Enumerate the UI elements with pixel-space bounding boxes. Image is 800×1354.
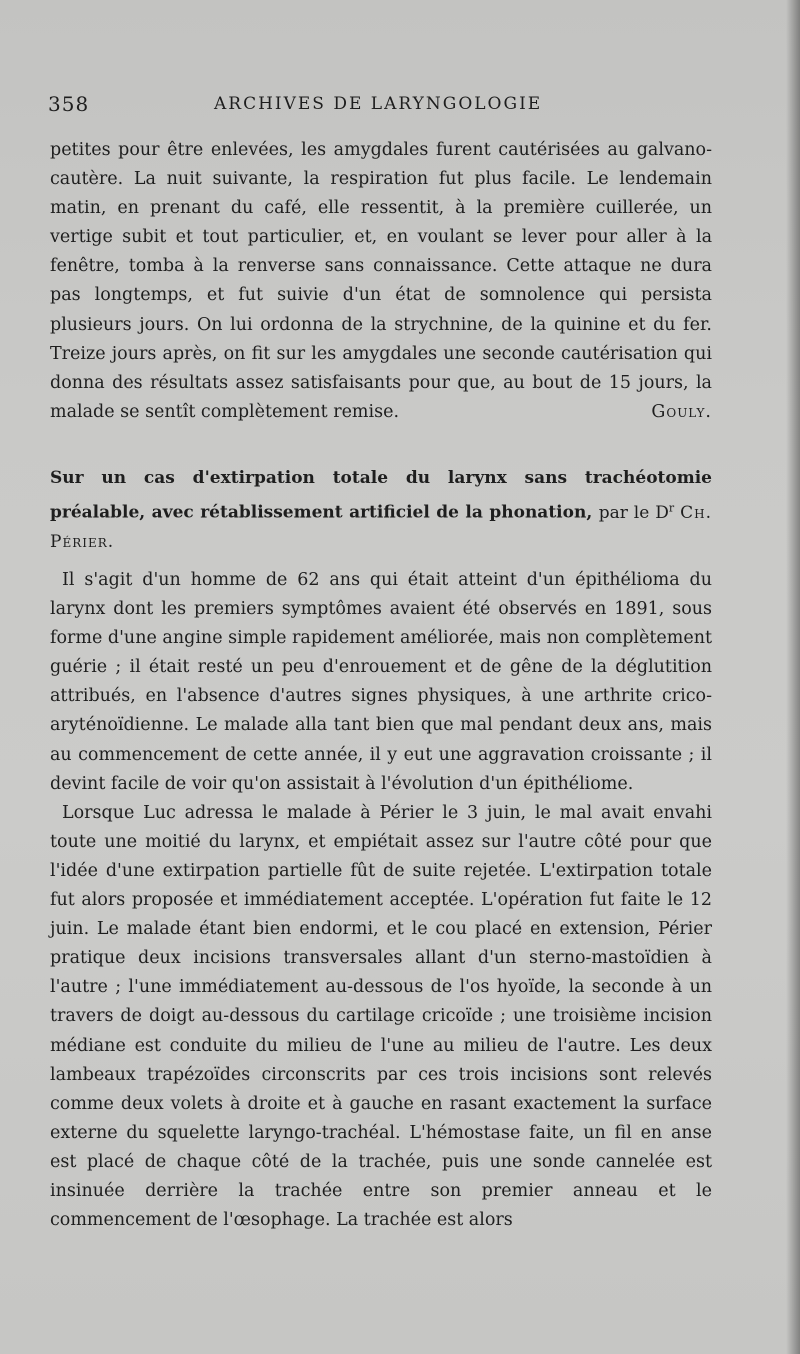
paragraph-text — [50, 136, 712, 427]
author-sup: r — [668, 501, 675, 514]
page-number: 358 — [48, 92, 90, 116]
body-paragraph: Il s'agit d'un homme de 62 ans qui était atteint d'un épithélioma du larynx dont les premiers symptômes avaient été observés en 1891, sous forme d'une angine simple rapidement améliorée, mais non complètement guérie ; il était resté un peu d'enrouement et de gêne de la déglutition attribués, en l'absence d'autres signes physiques, à une arthrite crico-aryténoïdienne. Le malade alla tant bien que mal pendant deux ans, mais au commencement de cette année, il y eut une aggravation croissante ; il devint facile de voir qu'on assistait à l'évolution d'un épithéliome. — [50, 570, 712, 794]
article-heading — [50, 464, 712, 557]
author-name: Ch. Périer. — [50, 502, 712, 552]
paragraph-body: petites pour être enlevées, les amygdales furent cautérisées au galvano-cautère. La nuit suivante, la respiration fut plus facile. Le lendemain matin, en prenant du café, elle ressentit, à la première cuillerée, un vertige subit et tout particulier, et, en voulant se lever pour aller à la fenêtre, tomba à la renverse sans connaissance. Cette attaque ne dura pas longtemps, et fut suivie d'un état de somnolence qui persista plusieurs jours. On lui ordonna de la strychnine, de la quinine et du fer. Treize jours après, on fit sur les amygdales une seconde cautérisation qui donna des résultats assez satisfaisants pour que, au bout de 15 jours, la malade se sentît complètement remise. — [50, 140, 712, 422]
author-prefix: par le D — [598, 502, 669, 523]
running-head: ARCHIVES DE LARYNGOLOGIE — [214, 94, 543, 114]
body-paragraph: Lorsque Luc adressa le malade à Périer le 3 juin, le mal avait envahi toute une moitié du larynx, et empiétait assez sur l'autre côté pour que l'idée d'une extirpation partielle fût de suite rejetée. L'extirpation totale fut alors proposée et immédiatement acceptée. L'opération fut faite le 12 juin. Le malade étant bien endormi, et le cou placé en extension, Périer pratique deux incisions transversales allant d'un sterno-mastoïdien à l'autre ; l'une immédiatement au-dessous de l'os hyoïde, la seconde à un travers de doigt au-dessous du cartilage cricoïde ; une troisième incision médiane est conduite du milieu de l'une au milieu de l'autre. Les deux lambeaux trapézoïdes circonscrits par ces trois incisions sont relevés comme deux volets à droite et à gauche en rasant exactement la surface externe du squelette laryngo-trachéal. L'hémostase faite, un fil en anse est placé de chaque côté de la trachée, puis une sonde cannelée est insinuée derrière la trachée entre son premier anneau et le commencement de l'œsophage. La trachée est alors — [50, 802, 712, 1231]
signature: Gouly. — [651, 401, 712, 422]
article-body — [50, 566, 712, 1235]
article-title: Sur un cas d'extirpation totale du larynx sans trachéotomie préalable, avec rétablissement artificiel de la phonation, — [50, 468, 712, 523]
continued-paragraph — [50, 136, 712, 427]
page-header — [48, 92, 728, 122]
